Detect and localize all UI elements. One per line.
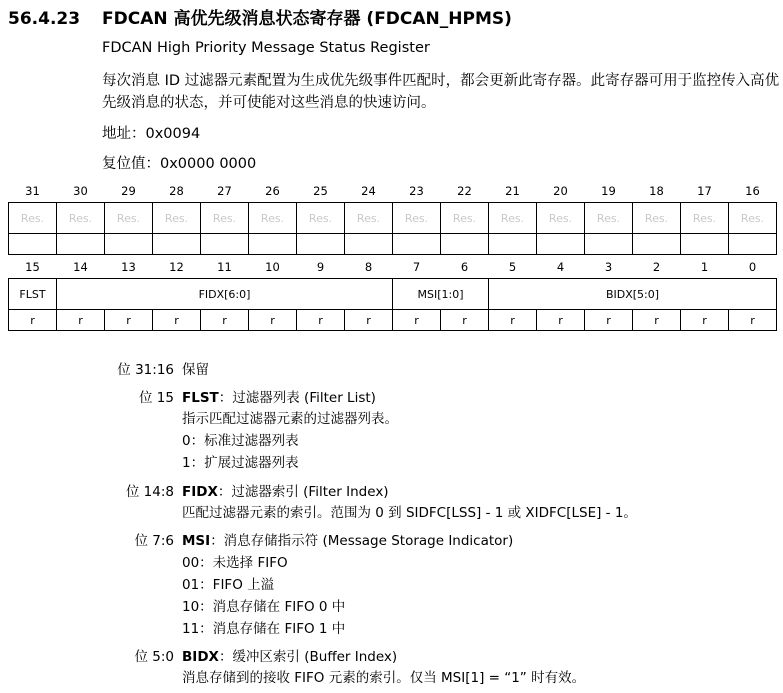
bit-number: 28 [169,184,184,198]
bit-number: 9 [316,260,325,274]
bit-number: 1 [700,260,709,274]
bit-number: 13 [121,260,136,274]
msi-name: MSI [182,533,211,549]
bit-number: 16 [745,184,760,198]
reserved-bit-cell: Res. [249,203,297,234]
bit-number: 17 [697,184,712,198]
bit-number: 29 [121,184,136,198]
bit-number: 10 [265,260,280,274]
reserved-bit-cell: Res. [393,203,441,234]
bit-number: 30 [73,184,88,198]
reserved-bit-cell: Res. [297,203,345,234]
access-cell: r [201,310,249,331]
access-cell [537,234,585,255]
access-cell [345,234,393,255]
access-cell: r [153,310,201,331]
bit-number: 4 [556,260,565,274]
access-cell: r [633,310,681,331]
access-cell [201,234,249,255]
fidx-name: FIDX [182,484,218,500]
bit-number: 14 [73,260,88,274]
msi-desc-line: 10：消息存储在 FIFO 0 中 [182,599,346,615]
access-cell [249,234,297,255]
access-cell [681,234,729,255]
access-cell [585,234,633,255]
access-cell: r [585,310,633,331]
bit-number: 27 [217,184,232,198]
access-cell: r [681,310,729,331]
access-cell: r [297,310,345,331]
bit-number: 25 [313,184,328,198]
field-bidx: BIDX[5:0] [489,279,777,310]
reserved-bit-cell: Res. [489,203,537,234]
bit-number: 23 [409,184,424,198]
register-map-low [8,256,777,331]
field-fidx: FIDX[6:0] [57,279,393,310]
bidx-name: BIDX [182,649,219,665]
reserved-bit-cell: Res. [681,203,729,234]
register-map-high [8,180,777,255]
section-heading: FDCAN 高优先级消息状态寄存器 (FDCAN_HPMS) [102,9,512,29]
access-cell [153,234,201,255]
register-address: 地址：0x0094 [102,126,201,142]
register-reset-value: 复位值：0x0000 0000 [102,156,257,172]
access-cell [441,234,489,255]
access-cell: r [393,310,441,331]
access-cell: r [345,310,393,331]
bit-number: 3 [604,260,613,274]
access-cell [57,234,105,255]
reserved-bit-cell: Res. [153,203,201,234]
reserved-bit-cell: Res. [729,203,777,234]
fidx-heading [182,480,389,500]
fidx-bit-range: 位 14:8 [125,484,174,500]
bit-number: 26 [265,184,280,198]
access-cell: r [537,310,585,331]
bit-number: 7 [412,260,421,274]
bidx-heading [182,645,397,665]
field-msi: MSI[1:0] [393,279,489,310]
access-cell: r [57,310,105,331]
msi-desc-line: 00：未选择 FIFO [182,555,288,571]
fidx-desc-line: 匹配过滤器元素的索引。范围为 0 到 SIDFC[LSS] - 1 或 XIDFC[LSE] - 1。 [182,505,637,521]
access-cell [633,234,681,255]
bit-number: 15 [25,260,40,274]
flst-name: FLST [182,390,219,406]
bit-number: 19 [601,184,616,198]
access-cell [729,234,777,255]
bidx-desc-line: 消息存储到的接收 FIFO 元素的索引。仅当 MSI[1] = “1” 时有效。 [182,670,586,686]
bit-number: 0 [748,260,757,274]
access-cell: r [441,310,489,331]
access-cell [393,234,441,255]
reserved-bit-cell: Res. [537,203,585,234]
bit-number: 8 [364,260,373,274]
bit-number: 6 [460,260,469,274]
flst-heading [182,386,376,406]
access-cell [297,234,345,255]
fidx-title: ：过滤器索引 (Filter Index) [217,484,389,500]
bidx-bit-range: 位 5:0 [134,649,174,665]
bit-number: 5 [508,260,517,274]
flst-desc-line: 1：扩展过滤器列表 [182,455,299,471]
reserved-bit-cell: Res. [105,203,153,234]
access-cell [9,234,57,255]
msi-desc-line: 01：FIFO 上溢 [182,577,275,593]
flst-desc-line: 指示匹配过滤器元素的过滤器列表。 [182,411,398,427]
access-cell: r [249,310,297,331]
section-title [8,4,512,29]
bidx-title: ：缓冲区索引 (Buffer Index) [218,649,398,665]
bit-number: 24 [361,184,376,198]
access-cell [105,234,153,255]
bit-number: 18 [649,184,664,198]
register-description: 每次消息 ID 过滤器元素配置为生成优先级事件匹配时，都会更新此寄存器。此寄存器可用于监控传入高优先级消息的状态，并可使能对这些消息的快速访问。 [102,73,780,111]
register-subtitle: FDCAN High Priority Message Status Register [102,40,430,56]
access-cell: r [105,310,153,331]
field-flst: FLST [9,279,57,310]
msi-bit-range: 位 7:6 [134,533,174,549]
access-cell [489,234,537,255]
bit-number: 21 [505,184,520,198]
reserved-bit-cell: Res. [345,203,393,234]
bit-number: 12 [169,260,184,274]
reserved-description: 保留 [182,362,209,378]
bit-number: 2 [652,260,661,274]
bit-number: 20 [553,184,568,198]
flst-desc-line: 0：标准过滤器列表 [182,433,299,449]
msi-heading [182,529,513,549]
flst-title: ：过滤器列表 (Filter List) [218,390,376,406]
bit-number: 11 [217,260,232,274]
reserved-bit-cell: Res. [9,203,57,234]
reserved-bit-cell: Res. [441,203,489,234]
access-cell: r [9,310,57,331]
reserved-bit-cell: Res. [585,203,633,234]
reserved-bit-range: 位 31:16 [117,362,174,378]
bit-number: 31 [25,184,40,198]
bit-number: 22 [457,184,472,198]
access-cell: r [729,310,777,331]
flst-bit-range: 位 15 [139,390,174,406]
reserved-bit-cell: Res. [201,203,249,234]
reserved-bit-cell: Res. [633,203,681,234]
section-number: 56.4.23 [8,9,81,29]
msi-desc-line: 11：消息存储在 FIFO 1 中 [182,621,346,637]
access-cell: r [489,310,537,331]
reserved-bit-cell: Res. [57,203,105,234]
msi-title: ：消息存储指示符 (Message Storage Indicator) [210,533,514,549]
